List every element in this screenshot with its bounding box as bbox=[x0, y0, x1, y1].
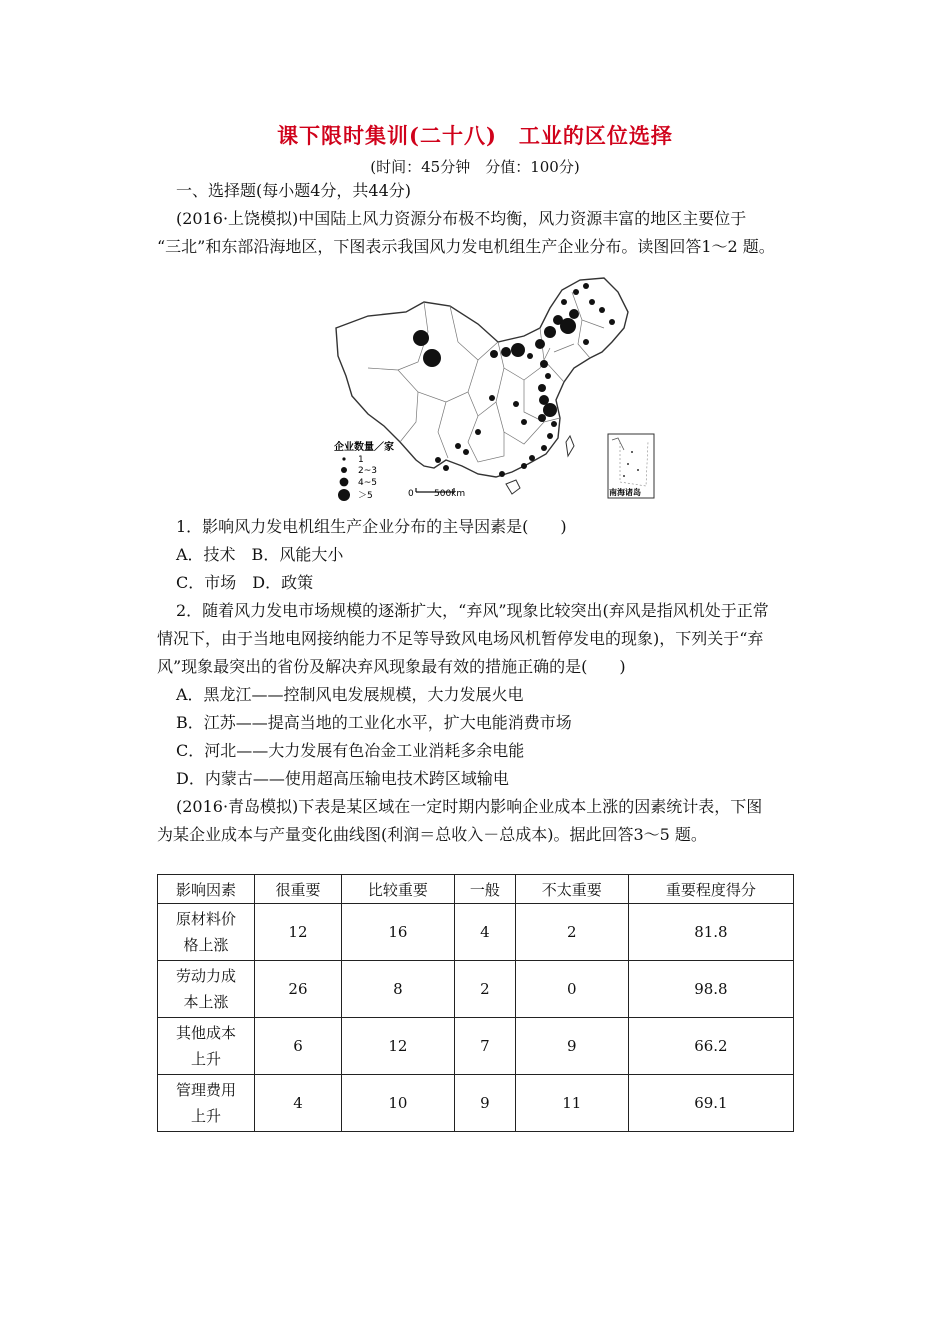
enterprise-dot bbox=[455, 443, 461, 449]
question-2-option-d: D．内蒙古——使用超高压输电技术跨区域输电 bbox=[176, 769, 509, 788]
table-row bbox=[158, 1075, 794, 1132]
table-cell: 26 bbox=[255, 961, 342, 1018]
table-cell-factor: 其他成本 上升 bbox=[158, 1018, 255, 1075]
table-cell: 81.8 bbox=[628, 904, 793, 961]
enterprise-dot bbox=[499, 471, 505, 477]
intro-paragraph-line: “三北”和东部沿海地区，下图表示我国风力发电机组生产企业分布。读图回答1～2 题。 bbox=[157, 237, 775, 256]
question-2-stem: 风”现象最突出的省份及解决弃风现象最有效的措施正确的是( ) bbox=[157, 657, 626, 676]
province-boundaries bbox=[368, 292, 604, 462]
enterprise-dot bbox=[551, 421, 557, 427]
enterprise-dot bbox=[490, 350, 498, 358]
table-cell: 9 bbox=[454, 1075, 515, 1132]
table-cell: 12 bbox=[341, 1018, 454, 1075]
enterprise-dot bbox=[413, 330, 429, 346]
table-cell-factor: 管理费用 上升 bbox=[158, 1075, 255, 1132]
table-cell: 69.1 bbox=[628, 1075, 793, 1132]
wind-turbine-enterprise-map bbox=[328, 272, 658, 502]
enterprise-dot bbox=[583, 283, 589, 289]
page-title: 课下限时集训(二十八) 工业的区位选择 bbox=[277, 123, 673, 148]
table-cell: 16 bbox=[341, 904, 454, 961]
question-2-stem: 2．随着风力发电市场规模的逐渐扩大，“弃风”现象比较突出(弃风是指风机处于正常 bbox=[176, 601, 769, 620]
enterprise-dot bbox=[475, 429, 481, 435]
table-header: 一般 bbox=[454, 875, 515, 904]
enterprise-dot bbox=[540, 360, 548, 368]
table-cell: 66.2 bbox=[628, 1018, 793, 1075]
enterprise-dot bbox=[543, 403, 557, 417]
legend-label: 2~3 bbox=[358, 466, 377, 476]
legend-label: 1 bbox=[358, 455, 364, 465]
enterprise-dot bbox=[501, 347, 511, 357]
question-1-stem: 1．影响风力发电机组生产企业分布的主导因素是( ) bbox=[176, 517, 567, 536]
enterprise-dot bbox=[541, 445, 547, 451]
enterprise-dot bbox=[521, 419, 527, 425]
enterprise-dot bbox=[561, 299, 567, 305]
time-score-note: (时间：45分钟 分值：100分) bbox=[370, 158, 580, 176]
enterprise-dot bbox=[435, 457, 441, 463]
intro-paragraph-line: (2016·上饶模拟)中国陆上风力资源分布极不均衡，风力资源丰富的地区主要位于 bbox=[176, 209, 747, 228]
table-row bbox=[158, 1018, 794, 1075]
table-header-row bbox=[158, 875, 794, 904]
table-cell: 4 bbox=[454, 904, 515, 961]
table-cell: 9 bbox=[515, 1018, 628, 1075]
table-header: 影响因素 bbox=[158, 875, 255, 904]
enterprise-dot bbox=[573, 289, 579, 295]
question-2-option-c: C．河北——大力发展有色冶金工业消耗多余电能 bbox=[176, 741, 525, 760]
enterprise-dot bbox=[423, 349, 441, 367]
intro-paragraph-line: (2016·青岛模拟)下表是某区域在一定时期内影响企业成本上涨的因素统计表，下图 bbox=[176, 797, 763, 816]
table-cell: 10 bbox=[341, 1075, 454, 1132]
enterprise-dot bbox=[443, 465, 449, 471]
table-header: 不太重要 bbox=[515, 875, 628, 904]
enterprise-dot bbox=[521, 463, 527, 469]
table-cell: 8 bbox=[341, 961, 454, 1018]
enterprise-dot bbox=[560, 318, 576, 334]
enterprise-dot bbox=[569, 309, 579, 319]
enterprise-dots bbox=[413, 283, 615, 477]
table-cell: 0 bbox=[515, 961, 628, 1018]
table-cell: 4 bbox=[255, 1075, 342, 1132]
table-cell-factor: 原材料价 格上涨 bbox=[158, 904, 255, 961]
table-cell-factor: 劳动力成 本上涨 bbox=[158, 961, 255, 1018]
section-heading: 一、选择题(每小题4分，共44分) bbox=[176, 181, 412, 200]
enterprise-dot bbox=[511, 343, 525, 357]
question-2-option-a: A．黑龙江——控制风电发展规模，大力发展火电 bbox=[176, 685, 524, 704]
table-cell: 12 bbox=[255, 904, 342, 961]
table-cell: 7 bbox=[454, 1018, 515, 1075]
inset-label: 南海诸岛 bbox=[609, 488, 641, 497]
legend-label: 4~5 bbox=[358, 478, 377, 488]
enterprise-dot bbox=[538, 414, 546, 422]
enterprise-dot bbox=[583, 339, 589, 345]
enterprise-dot bbox=[599, 307, 605, 313]
table-cell: 6 bbox=[255, 1018, 342, 1075]
question-2-option-b: B．江苏——提高当地的工业化水平，扩大电能消费市场 bbox=[176, 713, 572, 732]
question-1-options: A．技术 B．风能大小 bbox=[176, 545, 344, 564]
enterprise-dot bbox=[544, 326, 556, 338]
enterprise-dot bbox=[538, 384, 546, 392]
legend-label: ＞5 bbox=[358, 491, 373, 501]
table-cell: 2 bbox=[515, 904, 628, 961]
legend-dot-4 bbox=[338, 489, 350, 501]
hainan-outline bbox=[506, 480, 520, 494]
table-row bbox=[158, 904, 794, 961]
enterprise-dot bbox=[609, 319, 615, 325]
question-1-options: C．市场 D．政策 bbox=[176, 573, 314, 592]
enterprise-dot bbox=[489, 395, 495, 401]
enterprise-dot bbox=[463, 449, 469, 455]
enterprise-dot bbox=[545, 373, 551, 379]
intro-paragraph-line: 为某企业成本与产量变化曲线图(利润＝总收入－总成本)。据此回答3～5 题。 bbox=[157, 825, 707, 844]
table-row bbox=[158, 961, 794, 1018]
table-cell: 11 bbox=[515, 1075, 628, 1132]
table-header: 比较重要 bbox=[341, 875, 454, 904]
table-cell: 2 bbox=[454, 961, 515, 1018]
enterprise-dot bbox=[547, 433, 553, 439]
legend-dot-1 bbox=[342, 457, 345, 460]
taiwan-outline bbox=[566, 436, 574, 456]
table-cell: 98.8 bbox=[628, 961, 793, 1018]
scale-label: 500km bbox=[434, 489, 466, 499]
table-header: 重要程度得分 bbox=[628, 875, 793, 904]
enterprise-dot bbox=[529, 455, 535, 461]
legend-title: 企业数量／家 bbox=[334, 442, 394, 453]
legend-dot-2 bbox=[341, 467, 347, 473]
cost-factor-table bbox=[157, 874, 794, 1132]
enterprise-dot bbox=[527, 353, 533, 359]
table-header: 很重要 bbox=[255, 875, 342, 904]
question-2-stem: 情况下，由于当地电网接纳能力不足等导致风电场风机暂停发电的现象)，下列关于“弃 bbox=[157, 629, 764, 648]
enterprise-dot bbox=[589, 299, 595, 305]
scale-zero: 0 bbox=[408, 489, 414, 499]
enterprise-dot bbox=[513, 401, 519, 407]
legend-dot-3 bbox=[340, 478, 349, 487]
enterprise-dot bbox=[535, 339, 545, 349]
